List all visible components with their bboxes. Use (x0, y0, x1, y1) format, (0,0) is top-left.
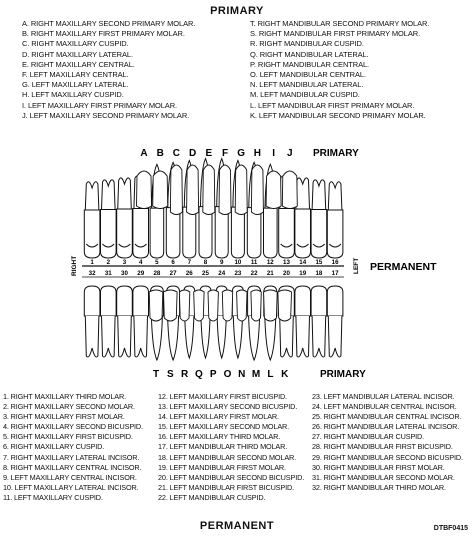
upper-tooth-crown (311, 210, 327, 258)
lower-tooth-numbers (89, 270, 339, 277)
lower-primary-letter: P (209, 369, 217, 380)
upper-tooth-number: 13 (283, 259, 290, 266)
legend-item: 26. RIGHT MANDIBULAR LATERAL INCISOR. (312, 422, 460, 432)
upper-tooth-number: 10 (234, 259, 242, 266)
upper-primary-tooth (266, 171, 281, 209)
upper-tooth-root (328, 182, 342, 210)
legend-item: R. RIGHT MANDIBULAR CUSPID. (250, 39, 364, 49)
lower-tooth-crown (327, 286, 343, 316)
lower-primary-tooth (164, 290, 178, 321)
legend-item: I. LEFT MAXILLARY FIRST PRIMARY MOLAR. (22, 100, 178, 110)
lower-primary-letter: N (238, 369, 246, 380)
lower-tooth-root (85, 316, 99, 357)
legend-item: 13. LEFT MAXILLARY SECOND BICUSPID. (158, 402, 298, 412)
legend-item: S. RIGHT MANDIBULAR FIRST PRIMARY MOLAR. (250, 29, 421, 39)
legend-item: F. LEFT MAXILLARY CENTRAL. (22, 70, 129, 80)
lower-tooth-root (265, 316, 276, 360)
upper-primary-letter: E (205, 148, 213, 159)
lower-primary-tooth (149, 290, 163, 321)
legend-item: 15. LEFT MAXILLARY SECOND MOLAR. (158, 422, 290, 432)
upper-primary-letter: I (272, 148, 275, 159)
lower-primary-tooth (251, 290, 261, 321)
legend-item: 18. LEFT MANDIBULAR SECOND MOLAR. (158, 452, 297, 462)
lower-tooth-root (102, 316, 116, 357)
lower-tooth-root (185, 316, 194, 358)
legend-item: O. LEFT MANDIBULAR CENTRAL. (250, 70, 366, 80)
upper-primary-letters (140, 148, 292, 159)
upper-tooth-root (85, 182, 99, 210)
lower-tooth-number: 30 (121, 270, 128, 277)
upper-tooth-number: 2 (106, 259, 111, 266)
lower-primary-letter: R (180, 369, 189, 380)
lower-tooth-crown (133, 286, 149, 316)
upper-primary-letter: G (237, 148, 246, 159)
legend-item: K. LEFT MANDIBULAR SECOND PRIMARY MOLAR. (250, 110, 426, 120)
legend-item: 23. LEFT MANDIBULAR LATERAL INCISOR. (312, 392, 455, 401)
legend-item: 14. LEFT MAXILLARY FIRST MOLAR. (158, 412, 279, 422)
upper-tooth-number: 15 (315, 259, 323, 266)
legend-item: 21. LEFT MANDIBULAR FIRST BICUSPID. (158, 482, 294, 492)
upper-primary-tooth (153, 171, 168, 209)
legend-item: D. RIGHT MAXILLARY LATERAL. (22, 49, 133, 59)
upper-tooth-number: 1 (90, 259, 94, 266)
legend-item: 11. LEFT MAXILLARY CUSPID. (3, 492, 103, 502)
primary-legend-left (22, 19, 195, 121)
legend-item: 10. LEFT MAXILLARY LATERAL INCISOR. (3, 482, 139, 492)
lower-tooth-number: 18 (315, 270, 323, 277)
lower-primary-letter: S (166, 369, 174, 380)
legend-item: 25. RIGHT MANDIBULAR CENTRAL INCISOR. (312, 412, 462, 422)
upper-tooth-crown (247, 208, 261, 258)
legend-item: A. RIGHT MAXILLARY SECOND PRIMARY MOLAR. (22, 19, 196, 28)
lower-primary-letters (153, 369, 289, 380)
upper-primary-tooth (187, 165, 199, 215)
legend-item: 9. LEFT MAXILLARY CENTRAL INCISOR. (3, 472, 137, 482)
legend-item: 27. RIGHT MANDIBULAR CUSPID. (312, 432, 425, 442)
figure-code: DTBF0415 (433, 525, 468, 532)
legend-item: 22. LEFT MANDIBULAR CUSPID. (158, 492, 266, 502)
lower-tooth-root (118, 316, 132, 357)
upper-tooth-number: 11 (250, 259, 258, 266)
lower-tooth-number: 24 (218, 270, 226, 277)
legend-item: P. RIGHT MANDIBULAR CENTRAL. (250, 59, 370, 69)
upper-tooth-crown (264, 208, 278, 258)
legend-item: 30. RIGHT MANDIBULAR FIRST MOLAR. (312, 462, 445, 472)
upper-tooth-root (118, 178, 132, 209)
upper-tooth-number: 5 (155, 259, 159, 266)
upper-primary-letter: J (287, 148, 293, 159)
lower-primary-letter: T (152, 369, 160, 380)
lower-primary-letter: O (223, 369, 232, 380)
lower-tooth-root (249, 316, 260, 360)
upper-primary-letter: H (253, 148, 262, 159)
legend-item: G. LEFT MAXILLARY LATERAL. (22, 80, 129, 90)
upper-tooth-number: 16 (331, 259, 339, 266)
lower-tooth-root (217, 316, 226, 358)
legend-item: H. LEFT MAXILLARY CUSPID. (22, 90, 124, 100)
lower-primary-tooth (208, 290, 218, 321)
lower-tooth-number: 27 (169, 270, 177, 277)
upper-tooth-crown (133, 209, 149, 258)
lower-tooth-number: 28 (153, 270, 161, 277)
upper-primary-tooth (137, 171, 152, 209)
legend-item: 7. RIGHT MAXILLARY LATERAL INCISOR. (3, 452, 140, 462)
lower-primary-tooth (222, 290, 232, 321)
lower-tooth-number: 23 (234, 270, 242, 277)
upper-tooth-number: 3 (122, 259, 127, 266)
legend-item: 24. LEFT MANDIBULAR CENTRAL INCISOR. (312, 402, 457, 412)
lower-primary-letter: K (281, 369, 289, 380)
legend-item: 20. LEFT MANDIBULAR SECOND BICUSPID. (158, 472, 305, 482)
lower-tooth-root (312, 316, 326, 357)
upper-tooth-crown (295, 209, 311, 258)
upper-primary-letter: A (140, 148, 148, 159)
upper-primary-letter: D (188, 148, 197, 159)
numbering-bar (71, 256, 360, 277)
lower-tooth-root (168, 316, 179, 360)
upper-primary-tooth (235, 165, 247, 215)
lower-tooth-number: 29 (137, 270, 145, 277)
lower-primary-tooth (264, 290, 278, 321)
lower-tooth-root (296, 316, 310, 357)
upper-tooth-numbers (90, 259, 339, 266)
permanent-legend-col3 (312, 392, 463, 493)
upper-tooth-number: 4 (138, 259, 143, 266)
upper-tooth-root (102, 180, 116, 210)
legend-item: C. RIGHT MAXILLARY CUSPID. (22, 39, 129, 49)
lower-tooth-number: 26 (185, 270, 193, 277)
left-side-label: LEFT (353, 257, 360, 274)
lower-primary-letter: M (251, 369, 261, 380)
upper-tooth-number: 9 (219, 259, 224, 266)
upper-primary-tooth (170, 165, 182, 215)
lower-tooth-number: 17 (331, 270, 339, 277)
lower-primary-tooth (179, 290, 189, 321)
lower-tooth-crown (101, 286, 117, 316)
legend-item: 28. RIGHT MANDIBULAR FIRST BICUSPID. (312, 442, 453, 452)
primary-title: PRIMARY (210, 5, 264, 17)
lower-tooth-root (233, 316, 242, 358)
legend-item: 29. RIGHT MANDIBULAR SECOND BICUSPID. (312, 452, 463, 462)
legend-item: E. RIGHT MAXILLARY CENTRAL. (22, 59, 135, 69)
lower-tooth-number: 25 (202, 270, 209, 277)
upper-tooth-crown (84, 210, 100, 258)
lower-tooth-root (280, 316, 294, 357)
upper-primary-tooth (251, 165, 263, 215)
permanent-legend-col2 (158, 392, 304, 503)
upper-tooth-number: 12 (266, 259, 274, 266)
lower-primary-letter: L (267, 369, 274, 380)
legend-item: 3. RIGHT MAXILLARY FIRST MOLAR. (3, 412, 125, 422)
upper-tooth-crown (101, 210, 117, 258)
lower-tooth-number: 20 (283, 270, 290, 277)
right-side-label: RIGHT (71, 255, 78, 276)
legend-item: 6. RIGHT MAXILLARY CUSPID. (3, 442, 105, 452)
upper-tooth-number: 6 (171, 259, 175, 266)
lower-tooth-number: 19 (299, 270, 307, 277)
lower-tooth-number: 32 (88, 270, 96, 277)
legend-item: T. RIGHT MANDIBULAR SECOND PRIMARY MOLAR. (250, 19, 430, 28)
upper-tooth-crown (117, 209, 133, 258)
legend-item: N. LEFT MANDIBULAR LATERAL. (250, 80, 364, 90)
legend-item: 12. LEFT MAXILLARY FIRST BICUSPID. (158, 392, 287, 401)
upper-tooth-crown (327, 210, 343, 258)
lower-tooth-crown (117, 286, 133, 316)
lower-tooth-crown (295, 286, 311, 316)
legend-item: 17. LEFT MANDIBULAR THIRD MOLAR. (158, 442, 288, 452)
lower-tooth-number: 22 (250, 270, 258, 277)
upper-primary-tooth (282, 171, 297, 209)
upper-tooth-root (312, 180, 326, 210)
upper-tooth-crown (279, 209, 295, 258)
legend-item: 16. LEFT MAXILLARY THIRD MOLAR. (158, 432, 281, 442)
primary-legend-right (250, 19, 429, 121)
upper-primary-letter: B (156, 148, 164, 159)
permanent-label: PERMANENT (370, 261, 437, 273)
legend-item: 19. LEFT MANDIBULAR FIRST MOLAR. (158, 462, 286, 472)
upper-tooth-crown (150, 208, 164, 258)
lower-tooth-crown (311, 286, 327, 316)
legend-item: L. LEFT MANDIBULAR FIRST PRIMARY MOLAR. (250, 100, 415, 110)
upper-primary-label: PRIMARY (313, 148, 359, 159)
legend-item: 32. RIGHT MANDIBULAR THIRD MOLAR. (312, 482, 446, 492)
lower-tooth-root (151, 316, 162, 360)
upper-tooth-number: 7 (187, 259, 192, 266)
upper-tooth-number: 8 (203, 259, 208, 266)
lower-tooth-crown (84, 286, 100, 316)
legend-item: 1. RIGHT MAXILLARY THIRD MOLAR. (3, 392, 126, 401)
upper-primary-tooth (203, 165, 215, 215)
tooth-chart (0, 140, 474, 390)
legend-item: 5. RIGHT MAXILLARY FIRST BICUSPID. (3, 432, 133, 442)
lower-primary-tooth (278, 290, 292, 321)
upper-primary-letter: C (172, 148, 181, 159)
legend-item: 4. RIGHT MAXILLARY SECOND BICUSPID. (3, 422, 143, 432)
lower-primary-letter: Q (195, 369, 203, 380)
legend-item: M. LEFT MANDIBULAR CUSPID. (250, 90, 360, 100)
legend-item: 2. RIGHT MAXILLARY SECOND MOLAR. (3, 402, 135, 412)
lower-primary-tooth (237, 290, 247, 321)
legend-item: B. RIGHT MAXILLARY FIRST PRIMARY MOLAR. (22, 29, 185, 39)
upper-tooth-root (296, 178, 310, 209)
legend-item: J. LEFT MAXILLARY SECOND PRIMARY MOLAR. (22, 110, 190, 120)
lower-tooth-root (134, 316, 148, 357)
legend-item: 31. RIGHT MANDIBULAR SECOND MOLAR. (312, 472, 455, 482)
upper-primary-tooth (219, 165, 231, 215)
lower-primary-tooth (194, 290, 204, 321)
permanent-title: PERMANENT (199, 520, 275, 532)
lower-primary-label: PRIMARY (320, 369, 366, 380)
lower-tooth-number: 31 (104, 270, 112, 277)
lower-tooth-number: 21 (266, 270, 274, 277)
upper-tooth-number: 14 (299, 259, 307, 266)
lower-tooth-root (328, 316, 342, 357)
legend-item: 8. RIGHT MAXILLARY CENTRAL INCISOR. (3, 462, 142, 472)
legend-item: Q. RIGHT MANDIBULAR LATERAL. (250, 49, 369, 59)
permanent-legend-col1 (3, 392, 143, 503)
upper-primary-letter: F (221, 148, 229, 159)
lower-tooth-root (201, 316, 210, 358)
upper-tooth-crown (166, 208, 180, 258)
